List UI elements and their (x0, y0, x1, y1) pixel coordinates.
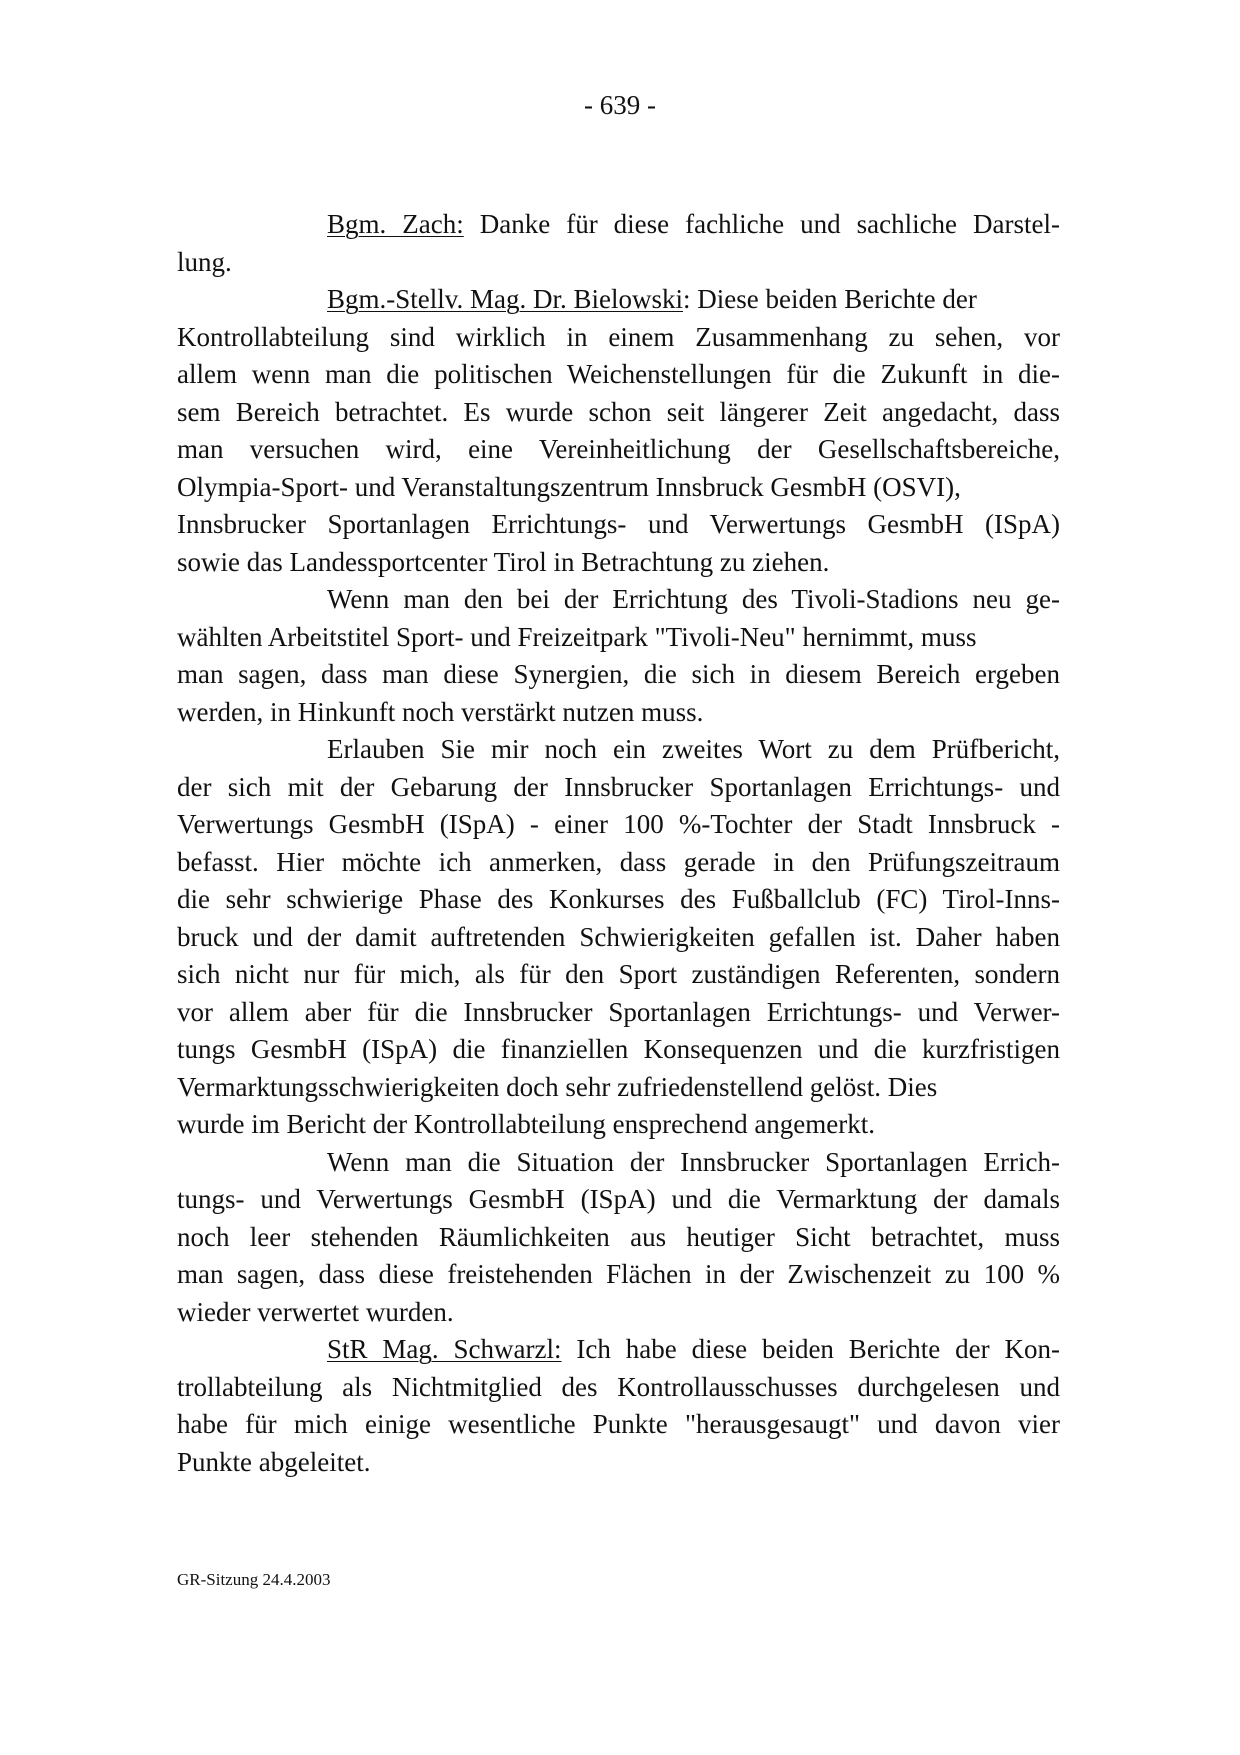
line-text: befasst. Hier möchte ich anmerken, dass gerade in den Prüfungszeitraum (177, 846, 1060, 877)
text-line (177, 919, 1060, 957)
text-line (177, 394, 1060, 432)
line-text: Vermarktungsschwierigkeiten doch sehr zufriedenstellend gelöst. Dies (177, 1071, 938, 1102)
line-text: bruck und der damit auftretenden Schwierigkeiten gefallen ist. Daher haben (177, 921, 1060, 952)
paragraph-bielowski (177, 281, 1060, 581)
text-line (177, 1031, 1060, 1069)
line-text: tungs- und Verwertungs GesmbH (ISpA) und die Vermarktung der damals (177, 1184, 1060, 1214)
text-line (177, 319, 1060, 357)
line-text: die sehr schwierige Phase des Konkurses des Fußballclub (FC) Tirol-Inns- (177, 884, 1060, 914)
line-text: Erlauben Sie mir noch ein zweites Wort zu dem Prüfbericht, (327, 734, 1060, 764)
line-text: : Diese beiden Berichte der (683, 284, 977, 314)
text-line (177, 1256, 1060, 1294)
paragraph-situation (177, 1144, 1060, 1332)
line-text: noch leer stehenden Räumlichkeiten aus heutiger Sicht betrachtet, muss (177, 1221, 1060, 1252)
text-line (177, 619, 1060, 657)
text-line (177, 956, 1060, 994)
footer-session-date: GR-Sitzung 24.4.2003 (177, 1570, 331, 1589)
text-line (177, 881, 1060, 919)
line-text: man sagen, dass diese freistehenden Flächen in der Zwischenzeit zu 100 % (177, 1259, 1060, 1289)
line-text: sem Bereich betrachtet. Es wurde schon seit längerer Zeit angedacht, dass (177, 396, 1060, 427)
line-text: wieder verwertet wurden. (177, 1296, 454, 1327)
line-text: werden, in Hinkunft noch verstärkt nutzen muss. (177, 696, 704, 727)
line-text: Danke für diese fachliche und sachliche Darstel- (463, 209, 1060, 239)
line-text: habe für mich einige wesentliche Punkte "herausgesaugt" und davon vier (177, 1409, 1060, 1439)
text-line (177, 431, 1060, 469)
paragraph-tivoli (177, 581, 1060, 731)
line-text: Ich habe diese beiden Berichte der Kon- (561, 1334, 1060, 1364)
text-line (177, 731, 1060, 769)
line-text: tungs GesmbH (ISpA) die finanziellen Konsequenzen und die kurzfristigen (177, 1034, 1060, 1064)
line-text: sowie das Landessportcenter Tirol in Betrachtung zu ziehen. (177, 546, 830, 577)
text-line (177, 1144, 1060, 1182)
line-text: Olympia-Sport- und Veranstaltungszentrum Innsbruck GesmbH (OSVI), (177, 471, 961, 502)
text-line (177, 806, 1060, 844)
text-line (177, 1106, 1060, 1144)
text-line (177, 769, 1060, 807)
line-text: vor allem aber für die Innsbrucker Sportanlagen Errichtungs- und Verwer- (177, 996, 1060, 1027)
text-line (177, 1444, 1060, 1482)
paragraph-bgm-zach (177, 206, 1060, 281)
line-text: Innsbrucker Sportanlagen Errichtungs- und Verwertungs GesmbH (ISpA) (177, 509, 1060, 539)
line-text: Kontrollabteilung sind wirklich in einem Zusammenhang zu sehen, vor (177, 321, 1060, 352)
text-line (177, 844, 1060, 882)
speaker-name: StR Mag. Schwarzl: (327, 1334, 562, 1364)
text-line (177, 1294, 1060, 1332)
line-text: allem wenn man die politischen Weichenstellungen für die Zukunft in die- (177, 359, 1060, 389)
text-line (177, 244, 1060, 282)
text-line (177, 1219, 1060, 1257)
text-line (177, 206, 1060, 244)
paragraph-schwarzl (177, 1331, 1060, 1481)
page-number: - 639 - (584, 90, 656, 120)
line-text: Wenn man den bei der Errichtung des Tivoli-Stadions neu ge- (327, 584, 1060, 614)
line-text: Punkte abgeleitet. (177, 1446, 371, 1477)
text-line (177, 506, 1060, 544)
text-line (177, 694, 1060, 732)
document-body (177, 206, 1060, 1481)
line-text: Wenn man die Situation der Innsbrucker Sportanlagen Errich- (327, 1146, 1060, 1177)
line-text: der sich mit der Gebarung der Innsbrucker Sportanlagen Errichtungs- und (177, 771, 1060, 802)
text-line (177, 469, 1060, 507)
text-line (177, 1369, 1060, 1407)
text-line (177, 656, 1060, 694)
line-text: Verwertungs GesmbH (ISpA) - einer 100 %-Tochter der Stadt Innsbruck - (177, 809, 1060, 839)
text-line (177, 1406, 1060, 1444)
text-line (177, 994, 1060, 1032)
text-line (177, 581, 1060, 619)
text-line (177, 356, 1060, 394)
line-text: trollabteilung als Nichtmitglied des Kontrollausschusses durchgelesen und (177, 1371, 1060, 1402)
text-line (177, 281, 1060, 319)
line-text: lung. (177, 246, 232, 277)
line-text: wählten Arbeitstitel Sport- und Freizeitpark "Tivoli-Neu" hernimmt, muss (177, 621, 977, 652)
line-text: sich nicht nur für mich, als für den Sport zuständigen Referenten, sondern (177, 959, 1060, 989)
text-line (177, 1331, 1060, 1369)
line-text: man sagen, dass man diese Synergien, die sich in diesem Bereich ergeben (177, 659, 1060, 689)
text-line (177, 1069, 1060, 1107)
line-text: wurde im Bericht der Kontrollabteilung ensprechend angemerkt. (177, 1109, 876, 1139)
paragraph-pruefbericht (177, 731, 1060, 1144)
text-line (177, 1181, 1060, 1219)
line-text: man versuchen wird, eine Vereinheitlichung der Gesellschaftsbereiche, (177, 434, 1060, 464)
text-line (177, 544, 1060, 582)
speaker-name: Bgm. Zach: (327, 209, 464, 239)
speaker-name: Bgm.-Stellv. Mag. Dr. Bielowski (327, 284, 683, 314)
